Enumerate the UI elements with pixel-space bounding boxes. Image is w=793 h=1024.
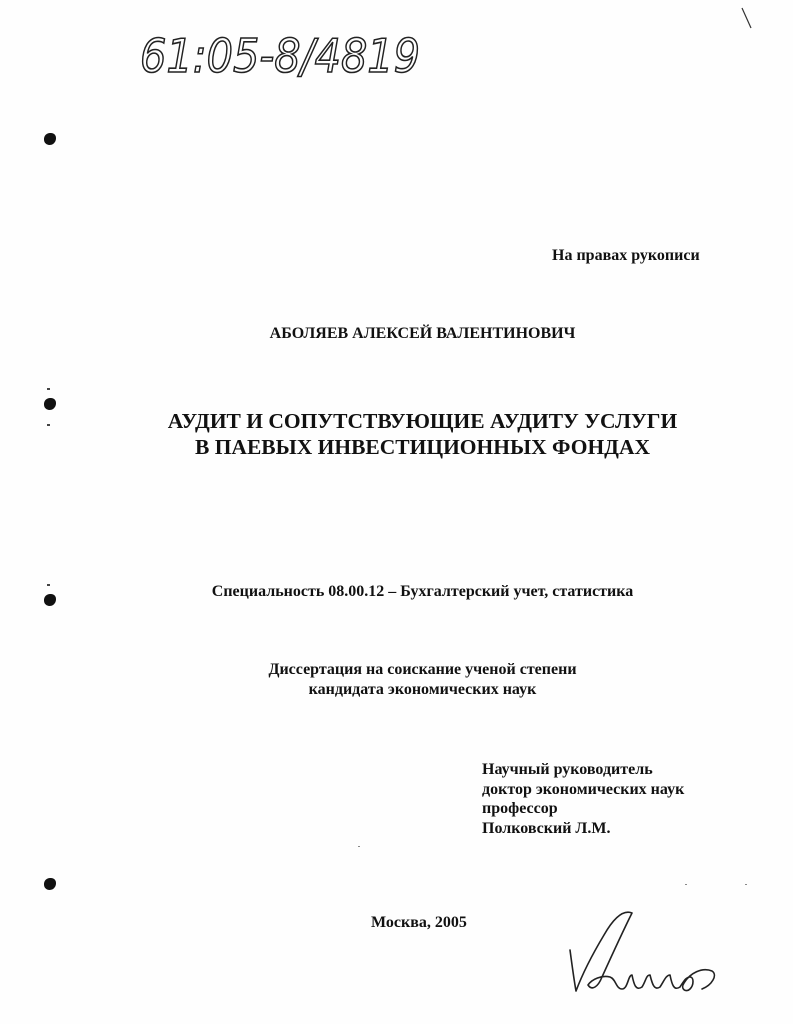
author-name: АБОЛЯЕВ АЛЕКСЕЙ ВАЛЕНТИНОВИЧ — [269, 325, 576, 342]
binding-hole-mark — [44, 133, 56, 145]
specialty-line: Специальность 08.00.12 – Бухгалтерский учет, статистика — [211, 583, 634, 600]
binding-hole-mark — [44, 878, 56, 890]
supervisor-line: Научный руководитель — [482, 761, 653, 778]
corner-pencil-mark — [740, 6, 754, 30]
scan-speck — [47, 388, 50, 390]
author-signature — [562, 905, 722, 1005]
city-and-year: Москва, 2005 — [371, 914, 467, 931]
degree-statement — [0, 660, 793, 700]
supervisor-line: профессор — [482, 800, 558, 817]
handwritten-catalog-code-text: 61:05-8/4819 — [140, 29, 420, 83]
scan-speck — [745, 884, 747, 885]
scan-speck — [358, 846, 360, 847]
manuscript-rights-note: На правах рукописи — [552, 247, 700, 264]
supervisor-line: доктор экономических наук — [482, 780, 685, 798]
thesis-title-line: В ПАЕВЫХ ИНВЕСТИЦИОННЫХ ФОНДАХ — [194, 435, 651, 459]
thesis-title-line: АУДИТ И СОПУТСТВУЮЩИЕ АУДИТУ УСЛУГИ — [167, 409, 678, 433]
degree-line: кандидата экономических наук — [308, 681, 537, 698]
degree-line: Диссертация на соискание ученой степени — [268, 661, 577, 678]
thesis-title — [0, 408, 793, 460]
supervisor-line: Полковский Л.М. — [482, 819, 611, 837]
handwritten-catalog-code — [136, 14, 436, 94]
supervisor-block — [482, 760, 684, 838]
scan-speck — [685, 884, 687, 885]
